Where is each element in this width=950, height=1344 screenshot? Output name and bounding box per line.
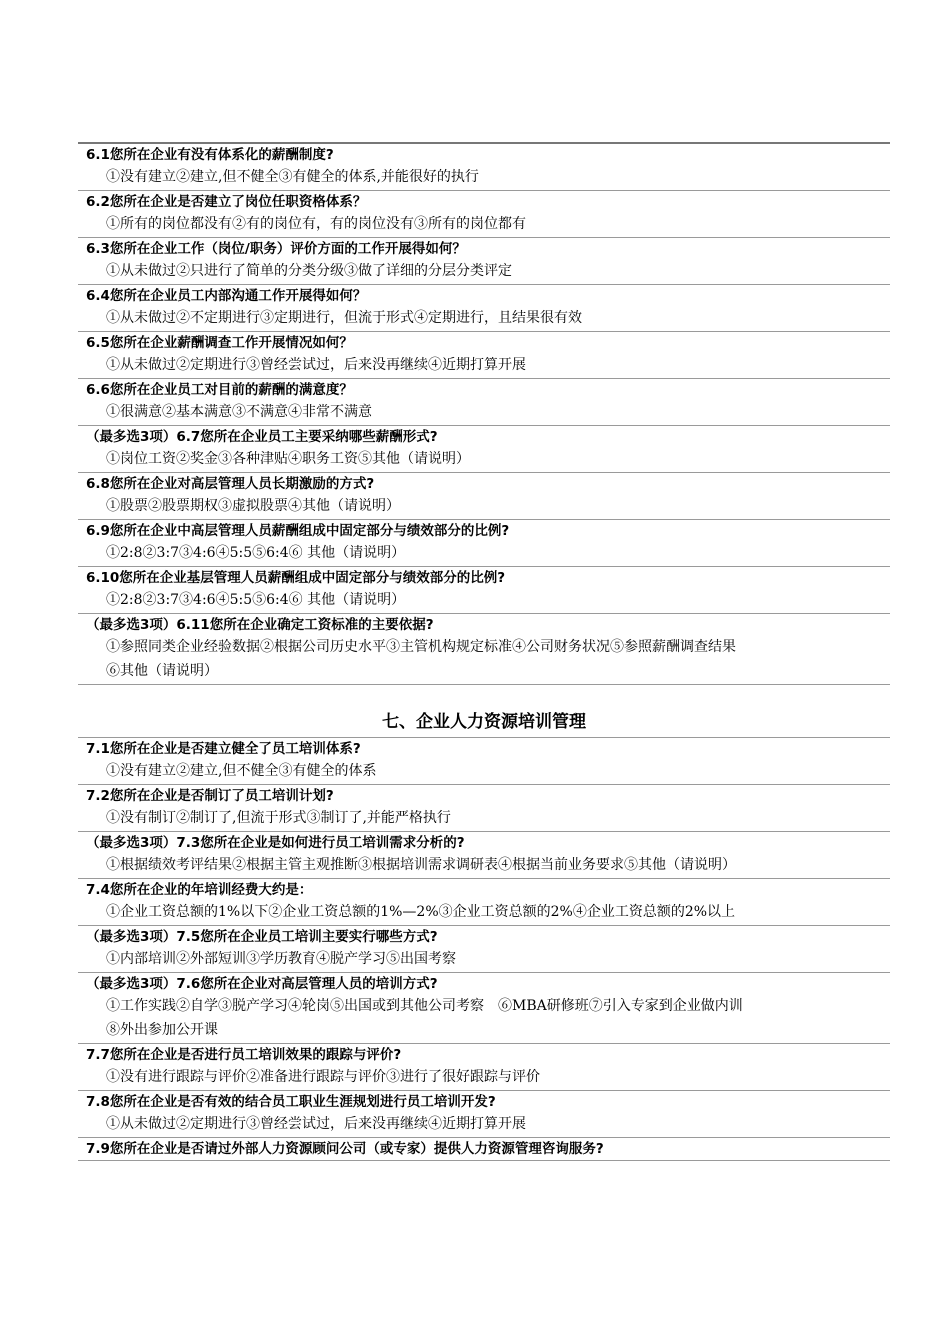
question-title: 7.8您所在企业是否有效的结合员工职业生涯规划进行员工培训开发? (86, 1094, 496, 1110)
answer-options: ①没有进行跟踪与评价②准备进行跟踪与评价③进行了很好跟踪与评价 (106, 1069, 540, 1085)
answer-options: ①企业工资总额的1%以下②企业工资总额的1%—2%③企业工资总额的2%④企业工资总额的2%以上 (106, 904, 736, 920)
question-title: （最多选3项）7.3您所在企业是如何进行员工培训需求分析的? (86, 835, 465, 851)
answer-options: ①参照同类企业经验数据②根据公司历史水平③主管机构规定标准④公司财务状况⑤参照薪酬调查结果 (106, 639, 736, 655)
question-title: 6.8您所在企业对高层管理人员长期激励的方式? (86, 476, 375, 492)
question-item (78, 1138, 890, 1161)
question-item (78, 926, 890, 973)
question-item (78, 738, 890, 785)
question-title: 7.1您所在企业是否建立健全了员工培训体系? (86, 741, 361, 757)
question-item (78, 879, 890, 926)
question-item (78, 832, 890, 879)
question-item (78, 1091, 890, 1138)
answer-options: ①从未做过②不定期进行③定期进行，但流于形式④定期进行，且结果很有效 (106, 310, 582, 326)
question-title: 6.4您所在企业员工内部沟通工作开展得如何？ (86, 288, 367, 304)
question-item (78, 426, 890, 473)
question-title: 6.9您所在企业中高层管理人员薪酬组成中固定部分与绩效部分的比例? (86, 523, 510, 539)
question-item (78, 520, 890, 567)
question-item (78, 614, 890, 685)
question-title: 6.5您所在企业薪酬调查工作开展情况如何？ (86, 335, 353, 351)
question-title: （最多选3项）6.7您所在企业员工主要采纳哪些薪酬形式? (86, 429, 438, 445)
question-item (78, 379, 890, 426)
question-title: 7.7您所在企业是否进行员工培训效果的跟踪与评价? (86, 1047, 402, 1063)
answer-options: ①内部培训②外部短训③学历教育④脱产学习⑤出国考察 (106, 951, 456, 967)
question-item (78, 785, 890, 832)
question-title: 6.6您所在企业员工对目前的薪酬的满意度？ (86, 382, 353, 398)
answer-options: ①没有建立②建立,但不健全③有健全的体系 (106, 763, 377, 779)
answer-options: ①没有建立②建立,但不健全③有健全的体系,并能很好的执行 (106, 169, 479, 185)
answer-options: ①很满意②基本满意③不满意④非常不满意 (106, 404, 372, 420)
question-item (78, 973, 890, 1044)
answer-options: ①工作实践②自学③脱产学习④轮岗⑤出国或到其他公司考察 ⑥MBA研修班⑦引入专家到企业做内训 (106, 998, 743, 1014)
question-title: （最多选3项）7.5您所在企业员工培训主要实行哪些方式? (86, 929, 438, 945)
answer-options: ①从未做过②只进行了简单的分类分级③做了详细的分层分类评定 (106, 263, 512, 279)
answer-options: ①所有的岗位都没有②有的岗位有，有的岗位没有③所有的岗位都有 (106, 216, 526, 232)
question-title: 7.4您所在企业的年培训经费大约是： (86, 882, 313, 898)
question-item (78, 144, 890, 191)
question-title: （最多选3项）6.11您所在企业确定工资标准的主要依据? (86, 617, 434, 633)
question-item (78, 1044, 890, 1091)
answer-options: ①从未做过②定期进行③曾经尝试过，后来没再继续④近期打算开展 (106, 357, 526, 373)
answer-options: ①股票②股票期权③虚拟股票④其他（请说明） (106, 498, 400, 514)
question-item (78, 473, 890, 520)
question-title: 6.3您所在企业工作（岗位/职务）评价方面的工作开展得如何？ (86, 241, 466, 257)
answer-options: ①岗位工资②奖金③各种津贴④职务工资⑤其他（请说明） (106, 451, 470, 467)
questionnaire-page (78, 142, 890, 1161)
question-title: 6.2您所在企业是否建立了岗位任职资格体系？ (86, 194, 367, 210)
question-item (78, 332, 890, 379)
question-item (78, 285, 890, 332)
section-6-compensation (78, 142, 890, 685)
answer-options: ①2:8②3:7③4:6④5:5⑤6:4⑥ 其他（请说明） (106, 592, 406, 608)
question-title: 7.9您所在企业是否请过外部人力资源顾问公司（或专家）提供人力资源管理咨询服务? (86, 1141, 604, 1157)
answer-options: ①2:8②3:7③4:6④5:5⑤6:4⑥ 其他（请说明） (106, 545, 406, 561)
answer-options: ⑥其他（请说明） (106, 663, 218, 679)
answer-options: ①没有制订②制订了,但流于形式③制订了,并能严格执行 (106, 810, 451, 826)
question-item (78, 191, 890, 238)
answer-options: ①根据绩效考评结果②根据主管主观推断③根据培训需求调研表④根据当前业务要求⑤其他（请说明） (106, 857, 736, 873)
question-title: 6.1您所在企业有没有体系化的薪酬制度? (86, 147, 334, 163)
answer-options: ⑧外出参加公开课 (106, 1022, 218, 1038)
question-item (78, 238, 890, 285)
section-7-training (78, 738, 890, 1161)
question-title: 6.10您所在企业基层管理人员薪酬组成中固定部分与绩效部分的比例? (86, 570, 506, 586)
answer-options: ①从未做过②定期进行③曾经尝试过，后来没再继续④近期打算开展 (106, 1116, 526, 1132)
question-title: （最多选3项）7.6您所在企业对高层管理人员的培训方式? (86, 976, 438, 992)
question-item (78, 567, 890, 614)
section-7-heading: 七、企业人力资源培训管理 (78, 707, 890, 738)
question-title: 7.2您所在企业是否制订了员工培训计划? (86, 788, 334, 804)
